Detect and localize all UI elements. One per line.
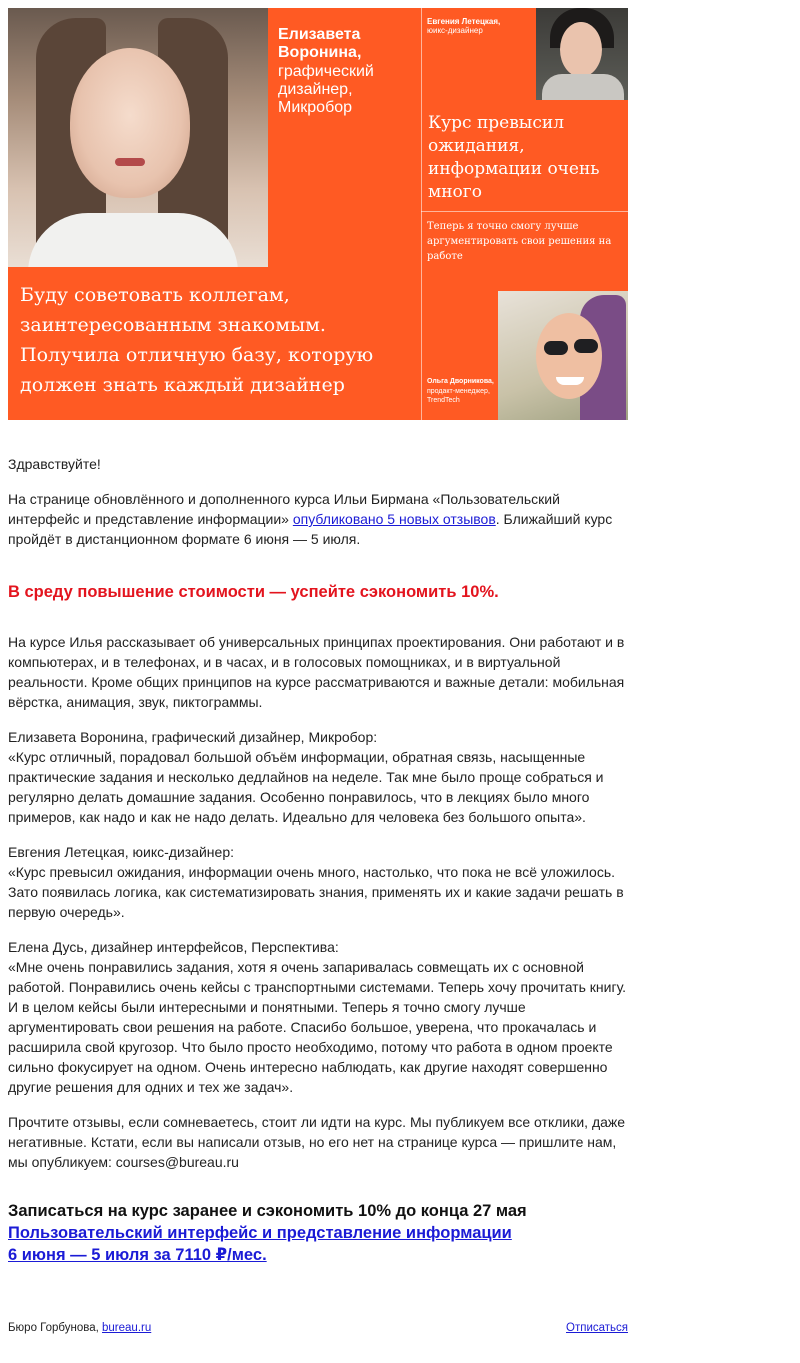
course-title-link[interactable]: Пользовательский интерфейс и представление информации [8, 1224, 512, 1242]
banner-ol-name: Ольга Дворникова, [427, 378, 494, 385]
review-text: «Курс отличный, порадовал большой объём информации, обратная связь, насыщенные практические задания и несколько дедлайнов на неделе. Так мне было проще собраться и регулярно делать домашние задания. Особенно понравилось, что в лекциях было много примеров, как надо и как не надо делать. Идеально для человека без большого опыта». [8, 749, 604, 825]
banner-separator [421, 211, 628, 212]
photo-evgenia-letetskaya [536, 8, 628, 100]
course-description: На курсе Илья рассказывает об универсальных принципах проектирования. Они работают и в компьютерах, и в телефонах, и в часах, и в голосовых помощниках, и в виртуальной реальности. Кроме общих принципов на курсе рассматриваются и важные детали: мобильная вёрстка, анимация, звук, пиктограммы. [8, 634, 625, 710]
review-voronina [8, 727, 628, 827]
banner-ol-role: продакт-менеджер, TrendTech [427, 388, 490, 404]
closing-paragraph: Прочтите отзывы, если сомневаетесь, стоит ли идти на курс. Мы публикуем все отклики, даже негативные. Кстати, если вы написали отзыв, но его нет на странице курса — пришлите нам, мы опубликуем: courses@bureau.ru [8, 1114, 626, 1170]
banner-main-name: Елизавета Воронина, [278, 26, 362, 61]
testimonial-banner [8, 8, 628, 420]
intro-text-before: На странице обновлённого и дополненного курса Ильи Бирмана «Пользовательский интерфейс и представление информации» [8, 491, 560, 527]
banner-ev-subquote: Теперь я точно смогу лучше аргументировать свои решения на работе [427, 221, 612, 262]
banner-ev-name: Евгения Летецкая, [427, 17, 501, 26]
new-reviews-link[interactable]: опубликовано 5 новых отзывов [292, 511, 496, 527]
footer-unsubscribe [566, 1321, 628, 1335]
greeting: Здравствуйте! [8, 456, 101, 472]
banner-main-quote: Буду советовать коллегам, заинтересованным знакомым. Получила отличную базу, которую должен знать каждый дизайнер [20, 284, 374, 396]
intro-text-after: . Ближайший курс пройдёт в дистанционном формате 6 июня — 5 июля. [8, 511, 613, 547]
banner-ev-role: юикс-дизайнер [427, 26, 483, 35]
photo-olga-dvornikova [498, 291, 628, 420]
unsubscribe-link[interactable]: Отписаться [566, 1322, 628, 1334]
photo-elizaveta-voronina [8, 8, 268, 267]
review-author: Елизавета Воронина, графический дизайнер, Микробор: [8, 729, 378, 745]
review-text: «Мне очень понравились задания, хотя я очень запаривалась совмещать их с основной работой. Понравились очень кейсы с транспортными системами. Теперь хочу прочитать книгу. И в целом кейсы были интересными и понятными. Теперь я точно смогу лучше аргументировать свои решения на работе. Спасибо большое, уверена, что прокачалась и расширила свой кругозор. Что было просто необходимо, потому что работа в одном проекте сильно фокусирует на одном. Очень интересно наблюдать, как другие находят совершенно другие решения для одних и тех же задач». [8, 959, 627, 1095]
price-increase-alert: В среду повышение стоимости — успейте сэкономить 10%. [8, 583, 499, 601]
signup-cta [8, 1200, 628, 1266]
banner-main-role: графический дизайнер, Микробор [278, 63, 374, 116]
cta-heading: Записаться на курс заранее и сэкономить 10% до конца 27 мая [8, 1202, 527, 1220]
review-author: Елена Дусь, дизайнер интерфейсов, Перспектива: [8, 939, 339, 955]
banner-divider [421, 8, 422, 420]
footer-company [8, 1321, 151, 1335]
review-author: Евгения Летецкая, юикс-дизайнер: [8, 844, 235, 860]
company-name: Бюро Горбунова, [8, 1322, 103, 1334]
site-link[interactable]: bureau.ru [102, 1322, 152, 1334]
review-dus [8, 937, 628, 1097]
review-text: «Курс превысил ожидания, информации очень много, настолько, что пока не всё уложилось. Зато появилась логика, как систематизировать знания, применять их и какие задачи решать в первую очередь». [8, 864, 624, 920]
intro-paragraph [8, 489, 628, 549]
review-letetskaya [8, 842, 628, 922]
course-dates-price-link[interactable]: 6 июня — 5 июля за 7110 ₽/мес. [8, 1246, 267, 1264]
email-body [8, 8, 628, 1334]
banner-ev-quote: Курс превысил ожидания, информации очень много [428, 113, 600, 202]
